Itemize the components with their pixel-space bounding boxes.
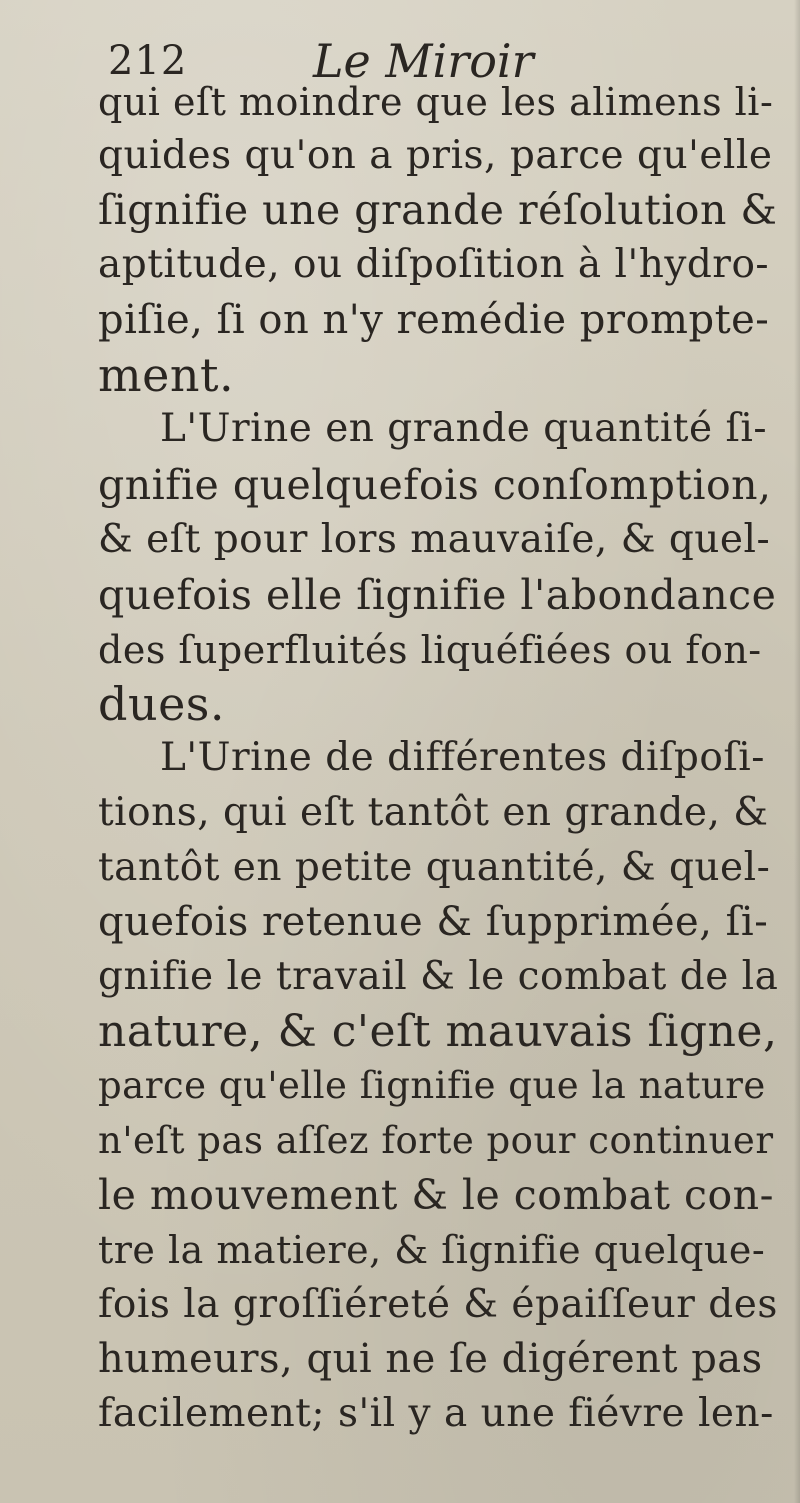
text-line: & eſt pour lors mauvaiſe, & quel-	[98, 517, 771, 562]
text-line: dues.	[98, 677, 226, 731]
text-line: ſignifie une grande réſolution &	[98, 186, 778, 234]
text-line: aptitude, ou diſpoſition à l'hydro-	[98, 242, 770, 287]
text-line: tions, qui eſt tantôt en grande, &	[98, 790, 769, 835]
text-line: quefois retenue & ſupprimée, ſi-	[98, 899, 769, 945]
text-line: quefois elle ſignifie l'abondance	[98, 571, 777, 619]
text-line: L'Urine en grande quantité ſi-	[160, 406, 768, 451]
text-line: gnifie le travail & le combat de la	[98, 954, 779, 999]
text-line: tantôt en petite quantité, & quel-	[98, 845, 771, 890]
text-line: nature, & c'eſt mauvais ſigne,	[98, 1006, 778, 1057]
text-line: qui eſt moindre que les alimens li-	[98, 80, 774, 124]
text-line: L'Urine de différentes diſpoſi-	[160, 735, 765, 780]
text-line: quides qu'on a pris, parce qu'elle	[98, 133, 773, 178]
page-number: 212	[108, 38, 188, 84]
text-line: n'eſt pas aſſez forte pour continuer	[98, 1119, 774, 1162]
text-line: parce qu'elle ſignifie que la nature	[98, 1064, 766, 1107]
book-title: Le Miroir	[313, 34, 534, 88]
text-line: facilement; s'il y a une fiévre len-	[98, 1391, 774, 1436]
text-line: ment.	[98, 348, 235, 402]
text-line: fois la groſſiéreté & épaiſſeur des	[98, 1282, 778, 1327]
text-line: humeurs, qui ne ſe digérent pas	[98, 1336, 763, 1382]
text-line: piſie, ſi on n'y remédie prompte-	[98, 297, 770, 343]
text-line: gnifie quelquefois conſomption,	[98, 461, 772, 509]
text-line: des ſuperfluités liquéfiées ou fon-	[98, 628, 762, 672]
text-line: tre la matiere, & ſignifie quelque-	[98, 1228, 766, 1272]
text-line: le mouvement & le combat con-	[98, 1171, 774, 1219]
